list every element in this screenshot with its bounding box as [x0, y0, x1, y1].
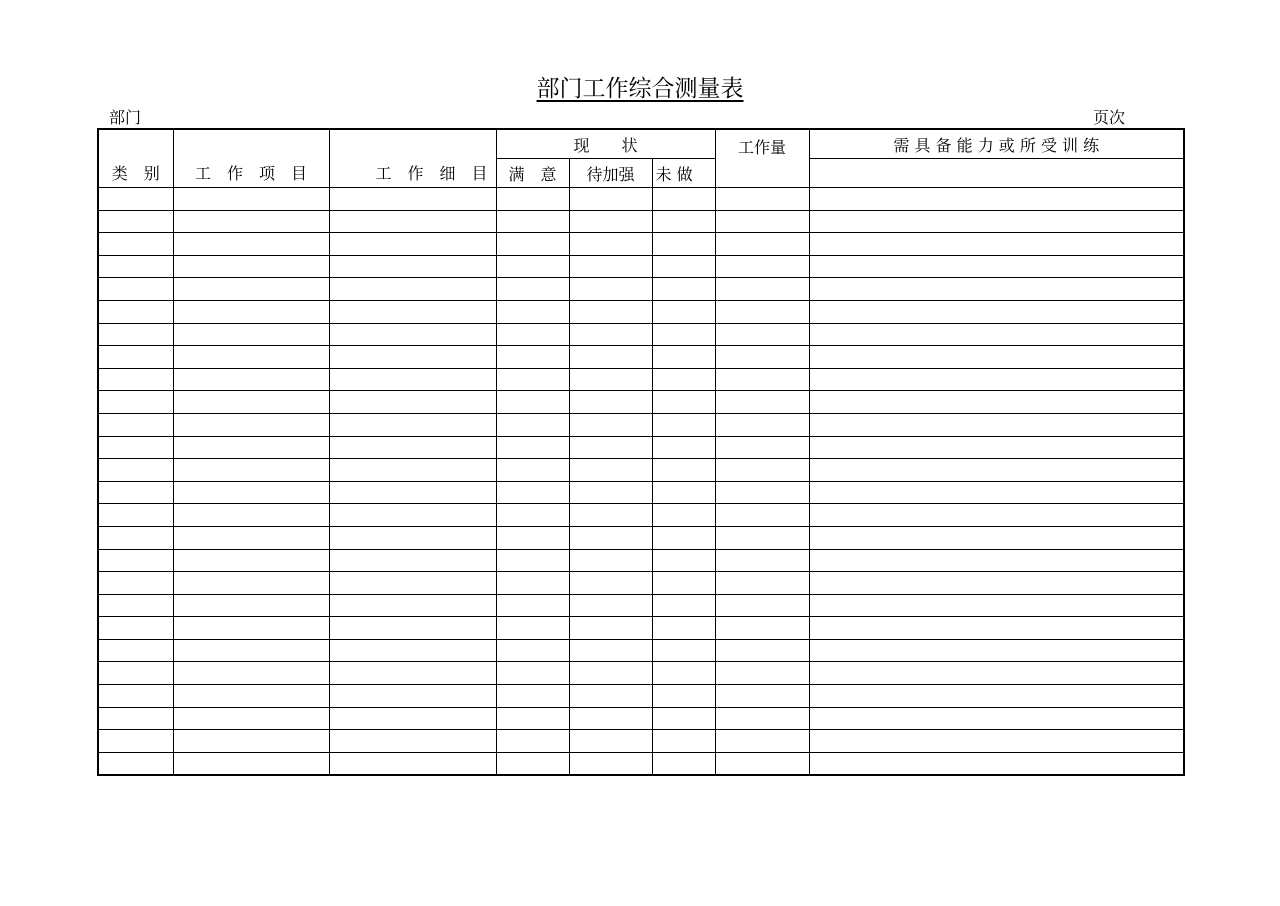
- table-cell[interactable]: [569, 572, 652, 595]
- table-row: [98, 617, 1184, 640]
- table-cell[interactable]: [496, 278, 569, 301]
- table-cell[interactable]: [569, 368, 652, 391]
- table-cell[interactable]: [173, 730, 329, 753]
- table-cell[interactable]: [569, 233, 652, 256]
- table-cell[interactable]: [98, 707, 173, 730]
- table-cell[interactable]: [98, 594, 173, 617]
- table-cell[interactable]: [809, 685, 1184, 708]
- table-cell[interactable]: [496, 730, 569, 753]
- page-title: [0, 70, 1280, 103]
- header-status-satisfied: 满 意: [496, 159, 569, 188]
- table-cell[interactable]: [809, 707, 1184, 730]
- table-cell[interactable]: [329, 549, 496, 572]
- table-cell[interactable]: [809, 617, 1184, 640]
- table-cell[interactable]: [569, 639, 652, 662]
- table-cell[interactable]: [329, 481, 496, 504]
- table-cell[interactable]: [496, 549, 569, 572]
- table-cell[interactable]: [496, 685, 569, 708]
- table-cell[interactable]: [715, 188, 809, 211]
- table-row: [98, 459, 1184, 482]
- table-cell[interactable]: [329, 188, 496, 211]
- table-cell[interactable]: [173, 752, 329, 775]
- table-cell[interactable]: [98, 210, 173, 233]
- table-cell[interactable]: [329, 662, 496, 685]
- table-cell[interactable]: [173, 323, 329, 346]
- table-cell[interactable]: [98, 662, 173, 685]
- table-row: [98, 707, 1184, 730]
- table-cell[interactable]: [329, 300, 496, 323]
- table-cell[interactable]: [569, 707, 652, 730]
- table-cell[interactable]: [496, 436, 569, 459]
- table-cell[interactable]: [809, 526, 1184, 549]
- table-cell[interactable]: [173, 639, 329, 662]
- table-row: [98, 549, 1184, 572]
- table-row: [98, 255, 1184, 278]
- table-cell[interactable]: [173, 300, 329, 323]
- table-cell[interactable]: [329, 413, 496, 436]
- table-cell[interactable]: [329, 526, 496, 549]
- table-cell[interactable]: [329, 752, 496, 775]
- table-cell[interactable]: [569, 255, 652, 278]
- table-cell[interactable]: [98, 278, 173, 301]
- table-cell[interactable]: [809, 391, 1184, 414]
- header-row-1: [98, 129, 1184, 159]
- table-cell[interactable]: [496, 300, 569, 323]
- table-cell[interactable]: [496, 233, 569, 256]
- table-cell[interactable]: [715, 752, 809, 775]
- table-row: [98, 278, 1184, 301]
- table-cell[interactable]: [569, 436, 652, 459]
- header-work-item: 工 作 项 目: [173, 129, 329, 188]
- table-cell[interactable]: [569, 685, 652, 708]
- table-cell[interactable]: [569, 730, 652, 753]
- table-cell[interactable]: [569, 526, 652, 549]
- table-cell[interactable]: [173, 549, 329, 572]
- table-cell[interactable]: [329, 368, 496, 391]
- table-cell[interactable]: [329, 278, 496, 301]
- table-cell[interactable]: [652, 233, 715, 256]
- table-cell[interactable]: [173, 188, 329, 211]
- table-row: [98, 662, 1184, 685]
- table-cell[interactable]: [329, 346, 496, 369]
- table-cell[interactable]: [329, 707, 496, 730]
- table-cell[interactable]: [496, 481, 569, 504]
- table-cell[interactable]: [173, 368, 329, 391]
- table-cell[interactable]: [173, 685, 329, 708]
- table-cell[interactable]: [173, 255, 329, 278]
- table-cell[interactable]: [715, 368, 809, 391]
- table-cell[interactable]: [809, 481, 1184, 504]
- table-cell[interactable]: [569, 504, 652, 527]
- table-cell[interactable]: [715, 730, 809, 753]
- table-cell[interactable]: [496, 346, 569, 369]
- table-cell[interactable]: [809, 504, 1184, 527]
- table-row: [98, 323, 1184, 346]
- table-cell[interactable]: [496, 391, 569, 414]
- table-row: [98, 594, 1184, 617]
- table-cell[interactable]: [98, 685, 173, 708]
- table-cell[interactable]: [809, 346, 1184, 369]
- table-cell[interactable]: [715, 278, 809, 301]
- table-cell[interactable]: [652, 752, 715, 775]
- table-cell[interactable]: [715, 662, 809, 685]
- table-row: [98, 436, 1184, 459]
- header-training: 需 具 备 能 力 或 所 受 训 练: [809, 129, 1184, 159]
- table-cell[interactable]: [652, 210, 715, 233]
- header-work-detail: 工 作 细 目: [329, 129, 496, 188]
- table-cell[interactable]: [715, 210, 809, 233]
- table-row: [98, 210, 1184, 233]
- table-cell[interactable]: [173, 481, 329, 504]
- table-cell[interactable]: [98, 730, 173, 753]
- table-cell[interactable]: [809, 255, 1184, 278]
- table-cell[interactable]: [652, 346, 715, 369]
- header-workload: 工作量: [715, 129, 809, 188]
- table-cell[interactable]: [496, 662, 569, 685]
- table-cell[interactable]: [809, 368, 1184, 391]
- table-cell[interactable]: [652, 707, 715, 730]
- table-cell[interactable]: [652, 459, 715, 482]
- table-cell[interactable]: [496, 188, 569, 211]
- table-cell[interactable]: [173, 278, 329, 301]
- table-cell[interactable]: [809, 730, 1184, 753]
- table-row: [98, 504, 1184, 527]
- table-cell[interactable]: [652, 436, 715, 459]
- table-cell[interactable]: [173, 526, 329, 549]
- table-cell[interactable]: [715, 391, 809, 414]
- table-cell[interactable]: [98, 504, 173, 527]
- header-category: 类 别: [98, 129, 173, 188]
- table-cell[interactable]: [715, 436, 809, 459]
- table-cell[interactable]: [715, 346, 809, 369]
- department-label: 部门: [109, 108, 142, 127]
- table-cell[interactable]: [715, 639, 809, 662]
- table-cell[interactable]: [98, 300, 173, 323]
- table-cell[interactable]: [173, 662, 329, 685]
- table-cell[interactable]: [329, 233, 496, 256]
- table-cell[interactable]: [329, 730, 496, 753]
- table-cell[interactable]: [496, 752, 569, 775]
- table-cell[interactable]: [809, 436, 1184, 459]
- table-cell[interactable]: [496, 459, 569, 482]
- table-cell[interactable]: [496, 368, 569, 391]
- table-row: [98, 233, 1184, 256]
- table-cell[interactable]: [809, 188, 1184, 211]
- table-cell[interactable]: [652, 368, 715, 391]
- table-row: [98, 413, 1184, 436]
- table-cell[interactable]: [809, 549, 1184, 572]
- table-cell[interactable]: [715, 504, 809, 527]
- table-cell[interactable]: [715, 685, 809, 708]
- table-row: [98, 368, 1184, 391]
- table-cell[interactable]: [652, 639, 715, 662]
- measurement-table: [97, 128, 1185, 776]
- table-cell[interactable]: [98, 391, 173, 414]
- table-cell[interactable]: [652, 300, 715, 323]
- table-cell[interactable]: [98, 526, 173, 549]
- table-cell[interactable]: [98, 752, 173, 775]
- table-cell[interactable]: [652, 526, 715, 549]
- table-cell[interactable]: [98, 188, 173, 211]
- table-cell[interactable]: [173, 594, 329, 617]
- table-cell[interactable]: [652, 413, 715, 436]
- table-cell[interactable]: [809, 459, 1184, 482]
- table-cell[interactable]: [569, 278, 652, 301]
- table-cell[interactable]: [569, 459, 652, 482]
- table-cell[interactable]: [98, 255, 173, 278]
- table-cell[interactable]: [715, 459, 809, 482]
- table-cell[interactable]: [652, 323, 715, 346]
- table-cell[interactable]: [715, 549, 809, 572]
- table-cell[interactable]: [809, 594, 1184, 617]
- table-cell[interactable]: [715, 413, 809, 436]
- table-cell[interactable]: [652, 549, 715, 572]
- table-cell[interactable]: [569, 391, 652, 414]
- table-cell[interactable]: [809, 210, 1184, 233]
- page-number-label: 页次: [1093, 108, 1126, 127]
- table-cell[interactable]: [809, 413, 1184, 436]
- table-cell[interactable]: [173, 617, 329, 640]
- table-cell[interactable]: [652, 594, 715, 617]
- table-cell[interactable]: [569, 617, 652, 640]
- table-cell[interactable]: [809, 233, 1184, 256]
- table-cell[interactable]: [809, 278, 1184, 301]
- table-row: [98, 730, 1184, 753]
- table-cell[interactable]: [569, 662, 652, 685]
- table-cell[interactable]: [715, 300, 809, 323]
- table-cell[interactable]: [652, 685, 715, 708]
- table-cell[interactable]: [715, 572, 809, 595]
- table-cell[interactable]: [98, 639, 173, 662]
- table-cell[interactable]: [809, 662, 1184, 685]
- table-cell[interactable]: [715, 481, 809, 504]
- table-cell[interactable]: [496, 526, 569, 549]
- table-cell[interactable]: [715, 255, 809, 278]
- table-cell[interactable]: [329, 210, 496, 233]
- table-cell[interactable]: [569, 481, 652, 504]
- table-cell[interactable]: [329, 323, 496, 346]
- table-cell[interactable]: [569, 594, 652, 617]
- table-row: [98, 188, 1184, 211]
- table-cell[interactable]: [569, 300, 652, 323]
- table-cell[interactable]: [809, 300, 1184, 323]
- table-cell[interactable]: [329, 594, 496, 617]
- table-cell[interactable]: [809, 639, 1184, 662]
- table-cell[interactable]: [715, 323, 809, 346]
- table-cell[interactable]: [715, 233, 809, 256]
- table-cell[interactable]: [173, 707, 329, 730]
- table-cell[interactable]: [98, 459, 173, 482]
- table-cell[interactable]: [173, 346, 329, 369]
- table-cell[interactable]: [569, 549, 652, 572]
- table-cell[interactable]: [652, 662, 715, 685]
- table-row: [98, 526, 1184, 549]
- table-row: [98, 639, 1184, 662]
- table-cell[interactable]: [652, 730, 715, 753]
- table-cell[interactable]: [329, 255, 496, 278]
- table-cell[interactable]: [496, 255, 569, 278]
- table-cell[interactable]: [329, 685, 496, 708]
- table-cell[interactable]: [652, 481, 715, 504]
- table-cell[interactable]: [98, 323, 173, 346]
- table-cell[interactable]: [173, 391, 329, 414]
- table-row: [98, 481, 1184, 504]
- table-cell[interactable]: [652, 391, 715, 414]
- table-cell[interactable]: [715, 617, 809, 640]
- header-status: 现 状: [496, 129, 715, 159]
- table-row: [98, 685, 1184, 708]
- table-cell[interactable]: [652, 504, 715, 527]
- table-cell[interactable]: [496, 639, 569, 662]
- table-cell[interactable]: [98, 233, 173, 256]
- table-cell[interactable]: [496, 504, 569, 527]
- table-cell[interactable]: [569, 323, 652, 346]
- header-status-not-done: 未 做: [652, 159, 715, 188]
- table-cell[interactable]: [496, 707, 569, 730]
- table-cell[interactable]: [652, 255, 715, 278]
- table-cell[interactable]: [173, 504, 329, 527]
- table-cell[interactable]: [173, 572, 329, 595]
- title-text: 部门工作综合测量表: [536, 76, 744, 102]
- table-cell[interactable]: [496, 572, 569, 595]
- table-cell[interactable]: [329, 504, 496, 527]
- table-cell[interactable]: [98, 436, 173, 459]
- table-cell[interactable]: [652, 617, 715, 640]
- table-cell[interactable]: [496, 323, 569, 346]
- table-cell[interactable]: [809, 323, 1184, 346]
- table-cell[interactable]: [98, 368, 173, 391]
- table-cell[interactable]: [715, 594, 809, 617]
- table-cell[interactable]: [173, 413, 329, 436]
- table-cell[interactable]: [98, 481, 173, 504]
- table-cell[interactable]: [329, 639, 496, 662]
- table-row: [98, 752, 1184, 775]
- table-cell[interactable]: [173, 459, 329, 482]
- table-cell[interactable]: [98, 572, 173, 595]
- table-cell[interactable]: [652, 572, 715, 595]
- header-status-improve: 待加强: [569, 159, 652, 188]
- header-training-blank: [809, 159, 1184, 188]
- table-cell[interactable]: [329, 436, 496, 459]
- table-cell[interactable]: [715, 707, 809, 730]
- table-cell[interactable]: [329, 391, 496, 414]
- table-row: [98, 572, 1184, 595]
- table-cell[interactable]: [569, 188, 652, 211]
- table-cell[interactable]: [569, 210, 652, 233]
- table-cell[interactable]: [569, 346, 652, 369]
- table-cell[interactable]: [496, 617, 569, 640]
- table-cell[interactable]: [173, 233, 329, 256]
- table-cell[interactable]: [809, 572, 1184, 595]
- table-cell[interactable]: [329, 572, 496, 595]
- table-cell[interactable]: [652, 188, 715, 211]
- table-row: [98, 346, 1184, 369]
- table-cell[interactable]: [809, 752, 1184, 775]
- table-cell[interactable]: [652, 278, 715, 301]
- table-cell[interactable]: [329, 617, 496, 640]
- table-cell[interactable]: [496, 210, 569, 233]
- table-cell[interactable]: [329, 459, 496, 482]
- table-cell[interactable]: [98, 346, 173, 369]
- table-cell[interactable]: [98, 549, 173, 572]
- table-row: [98, 391, 1184, 414]
- table-cell[interactable]: [569, 752, 652, 775]
- table-cell[interactable]: [715, 526, 809, 549]
- table-cell[interactable]: [98, 413, 173, 436]
- table-cell[interactable]: [569, 413, 652, 436]
- table-row: [98, 300, 1184, 323]
- table-cell[interactable]: [173, 210, 329, 233]
- table-cell[interactable]: [496, 594, 569, 617]
- table-cell[interactable]: [98, 617, 173, 640]
- table-cell[interactable]: [496, 413, 569, 436]
- table-cell[interactable]: [173, 436, 329, 459]
